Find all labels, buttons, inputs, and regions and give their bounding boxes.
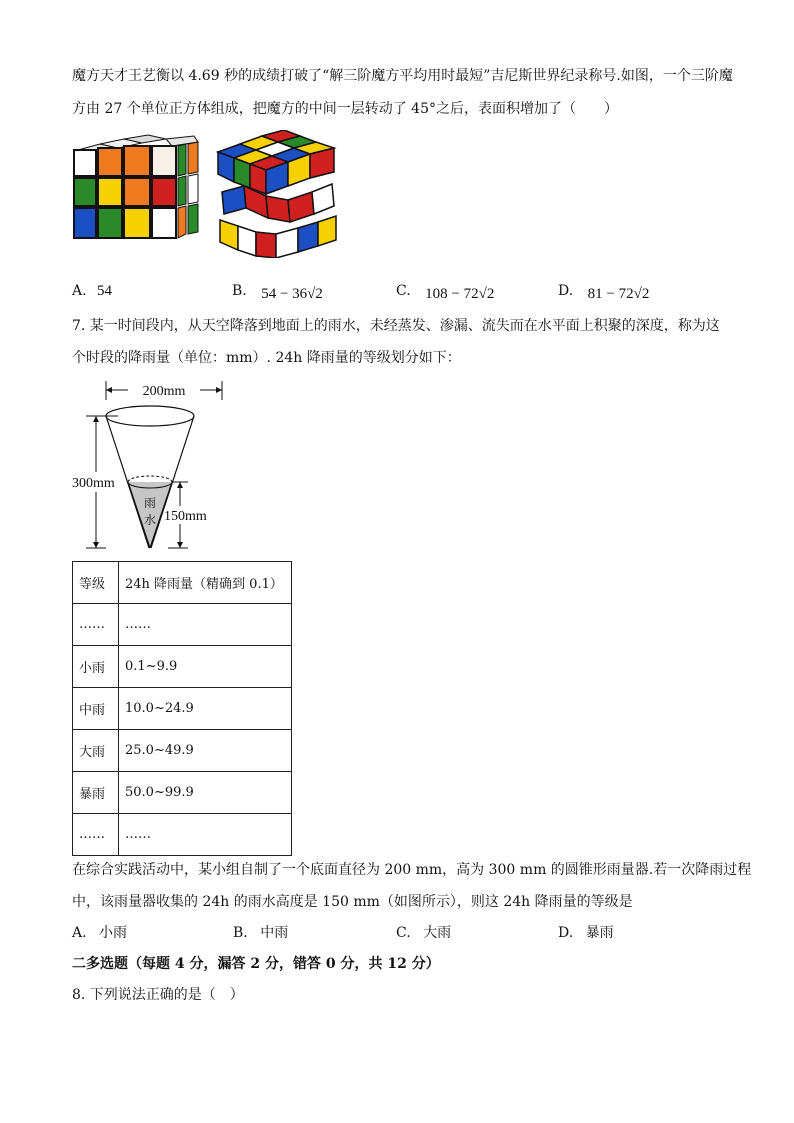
q7-stem-line4: 中，该雨量器收集的 24h 的雨水高度是 150 mm（如图所示），则这 24h 降雨量的等级是	[72, 894, 633, 910]
table-header-row	[73, 562, 292, 604]
table-row	[73, 688, 292, 730]
q7-stem-line1: 7. 某一时间段内，从天空降落到地面上的雨水，未经蒸发、渗漏、流失而在水平面上积聚的深度，称为这	[72, 318, 720, 334]
option-text: 54	[97, 283, 113, 299]
option-text: 81 − 72√2	[587, 286, 650, 302]
q7-option-a[interactable]	[72, 923, 127, 943]
grade-cell: 大雨	[73, 730, 119, 772]
height-label: 300mm	[72, 476, 115, 491]
range-cell: ……	[119, 604, 292, 646]
rubiks-cube-image	[72, 134, 202, 248]
q6-option-d[interactable]	[558, 281, 649, 301]
water-height-label: 150mm	[164, 509, 207, 524]
option-text: 大雨	[423, 925, 452, 941]
cone-rain-gauge-figure	[72, 378, 232, 554]
option-text: 小雨	[99, 925, 128, 941]
twisted-rubiks-cube-image	[214, 130, 342, 258]
q8-stem-line1: 8. 下列说法正确的是（ ）	[72, 987, 244, 1003]
table-row	[73, 772, 292, 814]
range-cell: 25.0~49.9	[119, 730, 292, 772]
twisted-cube-bottom-layer	[220, 216, 336, 258]
option-letter: D.	[558, 283, 574, 299]
grade-cell: 小雨	[73, 646, 119, 688]
option-letter: C.	[396, 283, 411, 299]
q6-stem-line2: 方由 27 个单位正方体组成，把魔方的中间一层转动了 45°之后，表面积增加了（ ）	[72, 101, 618, 117]
water-char-1: 雨	[143, 496, 157, 510]
q7-option-b[interactable]	[233, 923, 288, 943]
option-letter: C.	[396, 925, 411, 941]
section-heading: 二多选题（每题 4 分，漏答 2 分，错答 0 分，共 12 分）	[72, 956, 440, 972]
option-letter: B.	[233, 925, 248, 941]
range-cell: 50.0~99.9	[119, 772, 292, 814]
cube-right-face	[178, 142, 198, 238]
range-cell: 10.0~24.9	[119, 688, 292, 730]
header-grade: 等级	[73, 562, 119, 604]
option-text: 中雨	[260, 925, 289, 941]
q7-option-d[interactable]	[558, 923, 614, 943]
cube-front-face	[74, 146, 176, 238]
option-letter: A.	[72, 283, 87, 299]
grade-cell: 中雨	[73, 688, 119, 730]
q7-option-c[interactable]	[396, 923, 451, 943]
table-row	[73, 814, 292, 856]
option-text: 54 − 36√2	[261, 286, 323, 302]
rainfall-grade-table	[72, 561, 292, 856]
grade-cell: ……	[73, 814, 119, 856]
range-cell: 0.1~9.9	[119, 646, 292, 688]
q6-option-a[interactable]	[72, 281, 112, 301]
grade-cell: 暴雨	[73, 772, 119, 814]
option-letter: D.	[558, 925, 574, 941]
grade-cell: ……	[73, 604, 119, 646]
header-rainfall: 24h 降雨量（精确到 0.1）	[119, 562, 292, 604]
table-row	[73, 604, 292, 646]
diameter-label: 200mm	[142, 384, 186, 399]
table-row	[73, 646, 292, 688]
range-cell: ……	[119, 814, 292, 856]
option-letter: B.	[232, 283, 247, 299]
q7-stem-line3: 在综合实践活动中，某小组自制了一个底面直径为 200 mm，高为 300 mm 的圆锥形雨量器.若一次降雨过程	[72, 862, 752, 878]
q6-stem-line1: 魔方天才王艺衡以 4.69 秒的成绩打破了“解三阶魔方平均用时最短”吉尼斯世界纪录称号.如图，一个三阶魔	[72, 68, 733, 84]
option-text: 108 − 72√2	[425, 286, 495, 302]
q6-option-c[interactable]	[396, 281, 494, 301]
q6-option-b[interactable]	[232, 281, 323, 301]
water-char-2: 水	[143, 513, 157, 527]
q7-stem-line2: 个时段的降雨量（单位：mm）. 24h 降雨量的等级划分如下：	[72, 350, 461, 366]
option-letter: A.	[72, 925, 87, 941]
table-row	[73, 730, 292, 772]
option-text: 暴雨	[585, 925, 614, 941]
